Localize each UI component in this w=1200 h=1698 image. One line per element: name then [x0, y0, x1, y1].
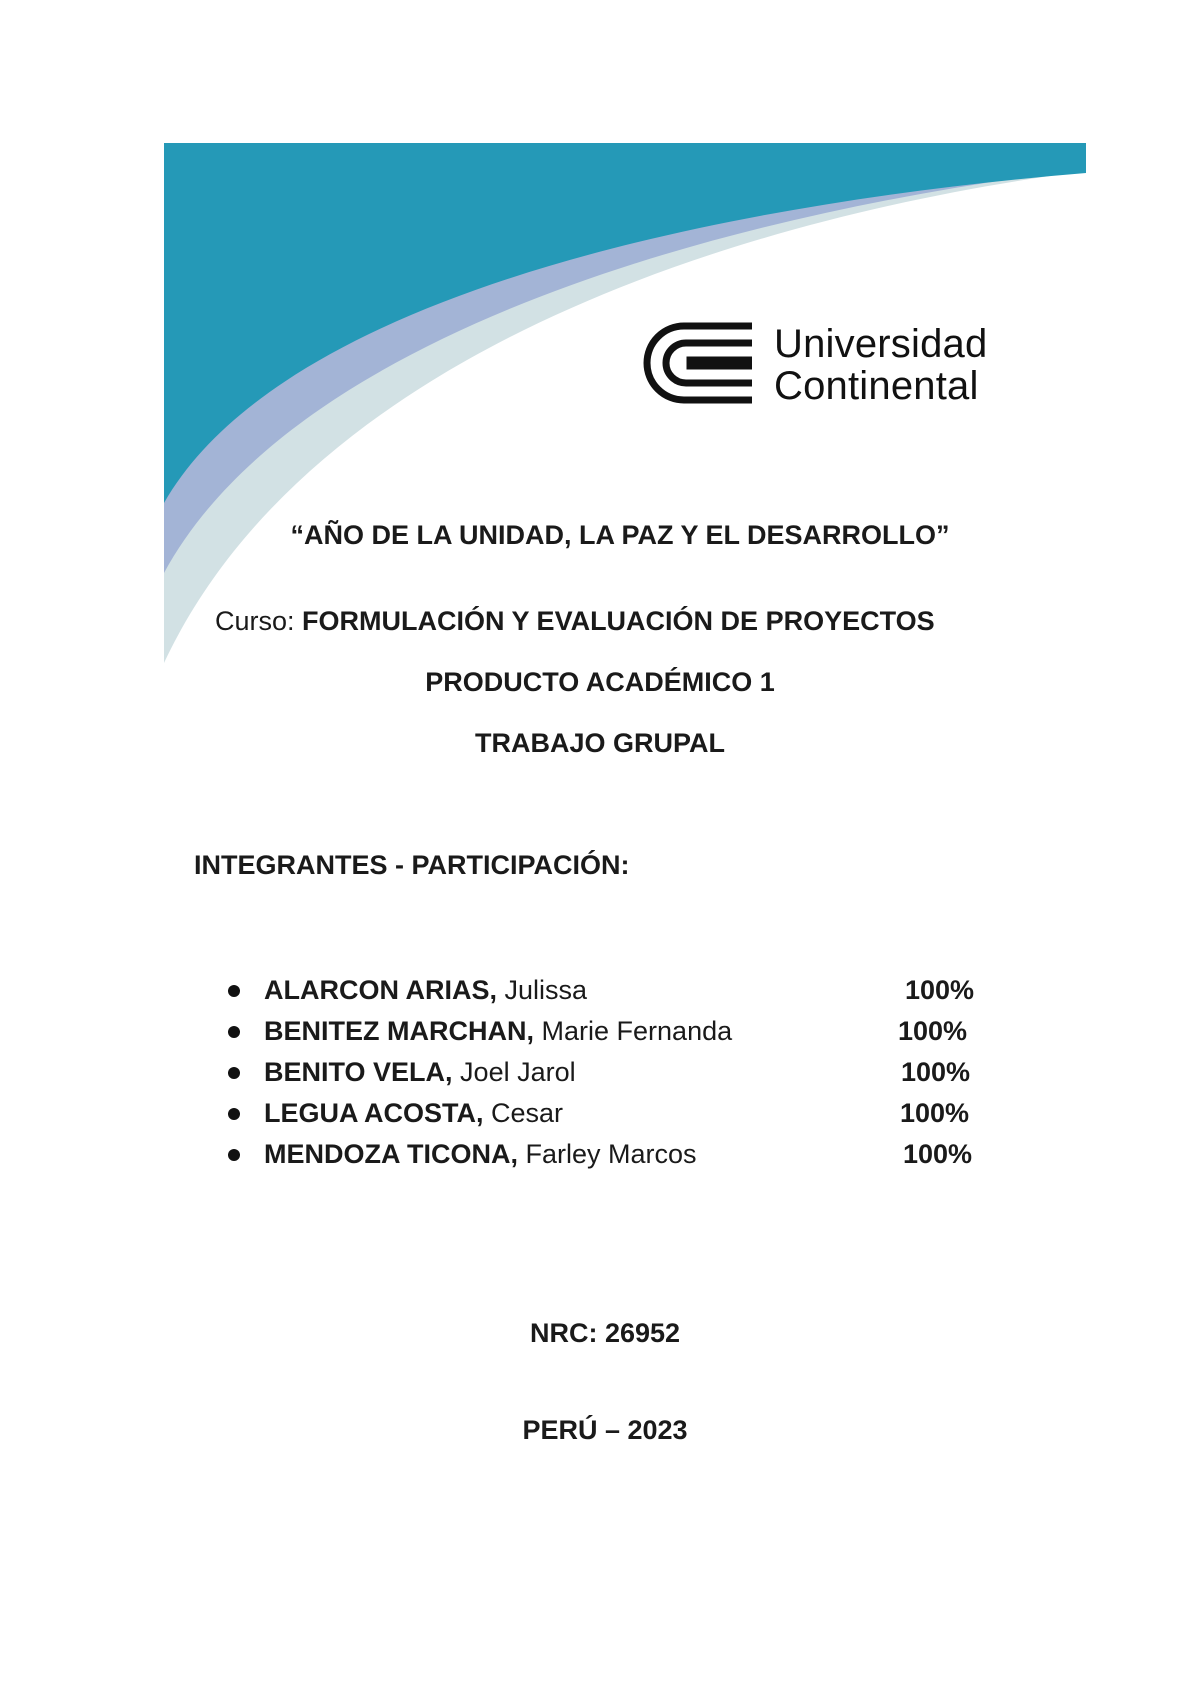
member-surname: MENDOZA TICONA, — [264, 1139, 518, 1169]
member-surname: LEGUA ACOSTA, — [264, 1098, 484, 1128]
list-item — [222, 1011, 1002, 1052]
place-year: PERÚ – 2023 — [522, 1415, 688, 1445]
member-name — [264, 1093, 563, 1134]
course-label: Curso: — [215, 606, 295, 636]
bullet-icon — [228, 985, 240, 997]
year-motto: “AÑO DE LA UNIDAD, LA PAZ Y EL DESARROLLO” — [290, 520, 950, 550]
member-given-name: Julissa — [504, 975, 588, 1005]
bullet-icon — [228, 1067, 240, 1079]
member-participation: 100% — [901, 1057, 971, 1087]
member-given-name: Marie Fernanda — [541, 1016, 733, 1046]
work-type: TRABAJO GRUPAL — [474, 728, 725, 758]
member-given-name: Cesar — [491, 1098, 564, 1128]
member-surname: ALARCON ARIAS, — [264, 975, 497, 1005]
bullet-icon — [228, 1108, 240, 1120]
university-name-line1: Universidad — [774, 322, 988, 366]
nrc-code: NRC: 26952 — [529, 1318, 681, 1348]
member-participation: 100% — [905, 975, 975, 1005]
member-surname: BENITO VELA, — [264, 1057, 453, 1087]
member-surname: BENITEZ MARCHAN, — [264, 1016, 534, 1046]
member-given-name: Joel Jarol — [460, 1057, 576, 1087]
list-item — [222, 1134, 1002, 1175]
course-line — [215, 606, 935, 637]
list-item — [222, 970, 1002, 1011]
bullet-icon — [228, 1149, 240, 1161]
member-name — [264, 1134, 697, 1175]
member-participation: 100% — [903, 1139, 973, 1169]
member-name — [264, 1052, 576, 1093]
member-name — [264, 970, 587, 1011]
member-name — [264, 1011, 732, 1052]
university-logo-icon — [640, 322, 760, 404]
list-item — [222, 1093, 1002, 1134]
bullet-icon — [228, 1026, 240, 1038]
member-given-name: Farley Marcos — [525, 1139, 697, 1169]
member-participation: 100% — [900, 1098, 970, 1128]
product-title: PRODUCTO ACADÉMICO 1 — [425, 667, 775, 697]
university-name-line2: Continental — [774, 364, 979, 408]
members-list — [222, 970, 1002, 1175]
course-name: FORMULACIÓN Y EVALUACIÓN DE PROYECTOS — [302, 606, 935, 636]
list-item — [222, 1052, 1002, 1093]
members-title: INTEGRANTES - PARTICIPACIÓN: — [194, 850, 630, 880]
member-participation: 100% — [898, 1016, 968, 1046]
